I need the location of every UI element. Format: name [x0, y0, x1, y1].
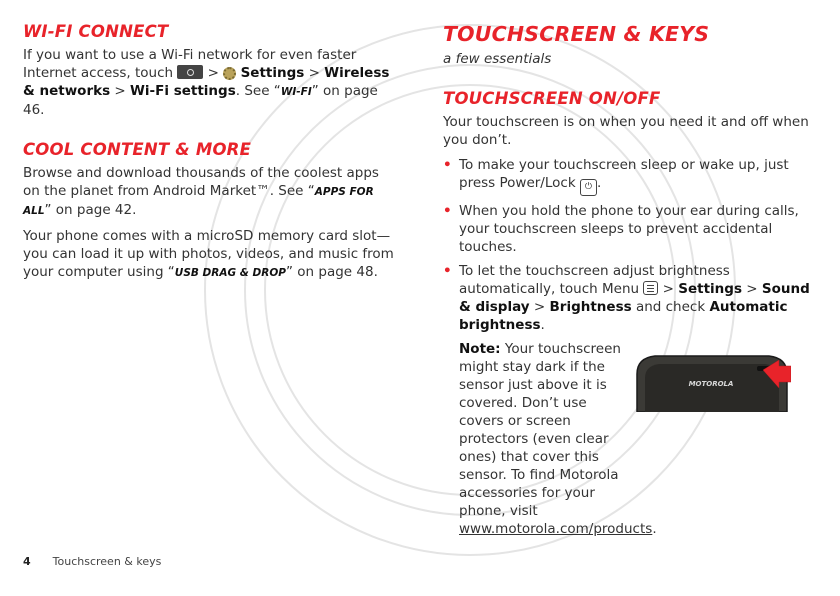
wifi-connect-paragraph: If you want to use a Wi-Fi network for even faster Internet access, touch > Settings > Wireless & networks > Wi-Fi settings. See “WI-FI” on page 46.	[23, 47, 390, 118]
note-paragraph: Note: Your touchscreen might stay dark if the sensor just above it is covered. Don’t use covers or screen protectors (even clear ones) that cover this sensor. To find Motorola accessories for your phone, visit www.motorola.com/products.	[459, 341, 657, 537]
left-column	[23, 22, 398, 282]
home-key-icon	[177, 65, 203, 79]
bullet-list	[443, 156, 818, 538]
touchscreen-on-off-heading: TOUCHSCREEN ON/OFF	[443, 89, 661, 108]
motorola-products-link[interactable]: www.motorola.com/products	[459, 521, 653, 537]
menu-key-icon	[643, 281, 658, 295]
list-item: • To let the touchscreen adjust brightness automatically, touch Menu > Settings > Sound & display > Brightness and check Automatic brightness. Note: Your touchscreen might stay dark if the sensor just above it is covered. Don’t use covers or screen protectors (even clear ones) that cover this sensor. To find Motorola accessories for your phone, visit www.motorola.com/products.	[443, 263, 810, 537]
right-column	[443, 22, 818, 538]
phone-sensor-illustration	[633, 352, 791, 412]
cross-reference: APPS FOR ALL	[23, 186, 374, 217]
cool-content-paragraph-1: Browse and download thousands of the coolest apps on the planet from Android Market™. See “APPS FOR ALL” on page 42.	[23, 165, 379, 218]
page-footer	[23, 555, 161, 568]
page-number: 4	[23, 555, 31, 568]
settings-gear-icon	[223, 67, 236, 80]
cool-content-heading: COOL CONTENT & MORE	[23, 140, 252, 159]
bullet-icon: •	[443, 263, 452, 279]
cool-content-paragraph-2: Your phone comes with a microSD memory card slot—you can load it up with photos, videos, and music from your computer using “USB DRAG & DROP” on page 48.	[23, 228, 394, 280]
touchscreen-intro: Your touchscreen is on when you need it and off when you don’t.	[443, 114, 809, 148]
footer-section-label: Touchscreen & keys	[52, 555, 162, 568]
power-lock-key-icon: ⏻	[580, 179, 597, 196]
page-title: TOUCHSCREEN & KEYS	[443, 22, 710, 46]
list-item: • To make your touchscreen sleep or wake up, just press Power/Lock ⏻ .	[443, 156, 818, 196]
bullet-icon: •	[443, 203, 452, 219]
phone-brand-label: MOTOROLA	[688, 380, 734, 388]
list-item: • When you hold the phone to your ear during calls, your touchscreen sleeps to prevent accidental touches.	[443, 203, 799, 255]
bullet-icon: •	[443, 157, 452, 173]
page-subtitle: a few essentials	[443, 51, 552, 67]
phone-screen-bezel	[645, 364, 779, 412]
cross-reference: WI-FI	[280, 86, 312, 98]
cross-reference: USB DRAG & DROP	[174, 267, 286, 279]
wifi-connect-heading: WI-FI CONNECT	[23, 22, 169, 41]
